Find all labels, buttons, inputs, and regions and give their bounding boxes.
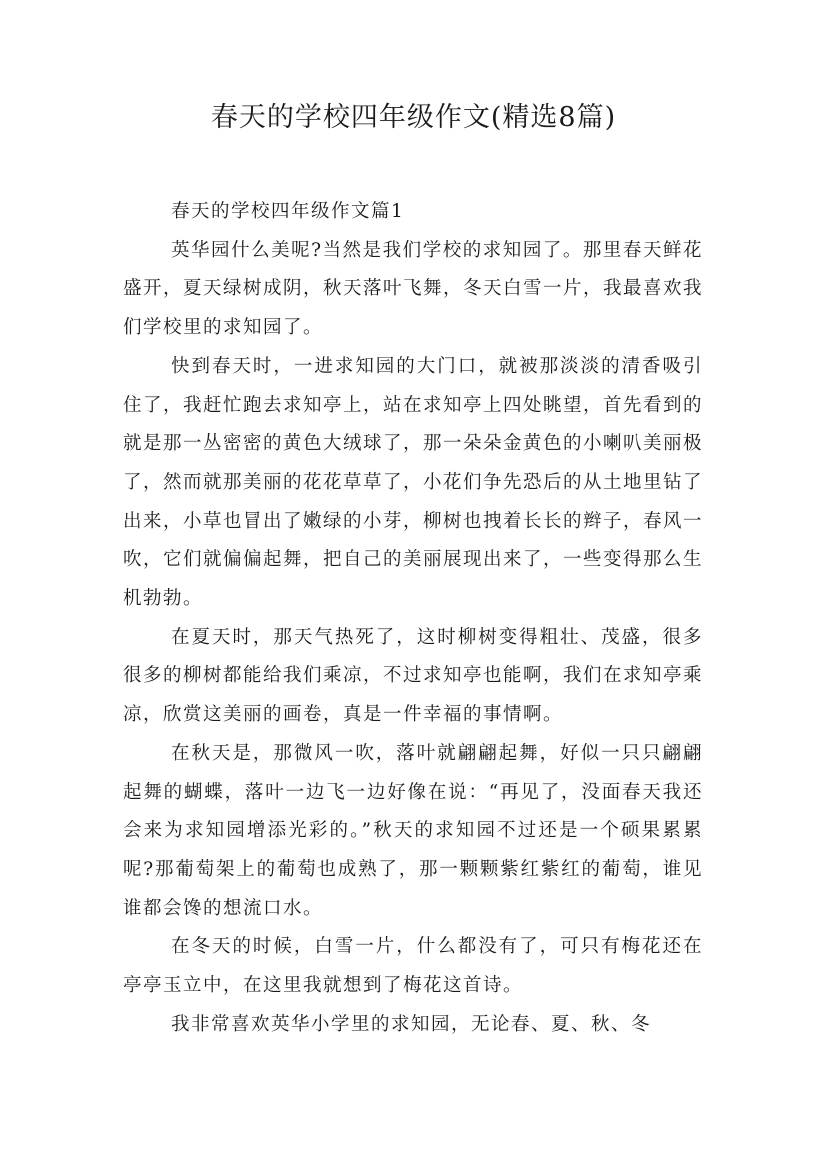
paragraph-intro: 英华园什么美呢?当然是我们学校的求知园了。那里春天鲜花盛开，夏天绿树成阴，秋天落叶飞舞，冬天白雪一片，我最喜欢我们学校里的求知园了。 (123, 239, 704, 339)
paragraph-summer: 在夏天时，那天气热死了，这时柳树变得粗壮、茂盛，很多很多的柳树都能给我们乘凉，不过求知亭也能啊，我们在求知亭乘凉，欣赏这美丽的画卷，真是一件幸福的事情啊。 (123, 626, 704, 726)
paragraph-spring: 快到春天时，一进求知园的大门口，就被那淡淡的清香吸引住了，我赶忙跑去求知亭上，站在求知亭上四处眺望，首先看到的就是那一丛密密的黄色大绒球了，那一朵朵金黄色的小喇叭美丽极了，然而就那美丽的花花草草了，小花们争先恐后的从土地里钻了出来，小草也冒出了嫩绿的小芽，柳树也拽着长长的辫子，春风一吹，它们就偏偏起舞，把自己的美丽展现出来了，一些变得那么生机勃勃。 (123, 355, 704, 610)
document-title: 春天的学校四年级作文(精选8篇) (210, 102, 617, 133)
paragraph-conclusion: 我非常喜欢英华小学里的求知园，无论春、夏、秋、冬 (171, 1013, 652, 1035)
document-body (123, 193, 703, 1044)
paragraph-winter: 在冬天的时候，白雪一片，什么都没有了，可只有梅花还在亭亭玉立中，在这里我就想到了梅花这首诗。 (123, 936, 703, 997)
paragraph-autumn: 在秋天是，那微风一吹，落叶就翩翩起舞，好似一只只翩翩起舞的蝴蝶，落叶一边飞一边好像在说：“再见了，没面春天我还会来为求知园增添光彩的。”秋天的求知园不过还是一个硕果累累呢?那葡萄架上的葡萄也成熟了，那一颗颗紫红紫红的葡萄，谁见谁都会馋的想流口水。 (123, 742, 703, 919)
section-heading: 春天的学校四年级作文篇1 (171, 201, 405, 222)
